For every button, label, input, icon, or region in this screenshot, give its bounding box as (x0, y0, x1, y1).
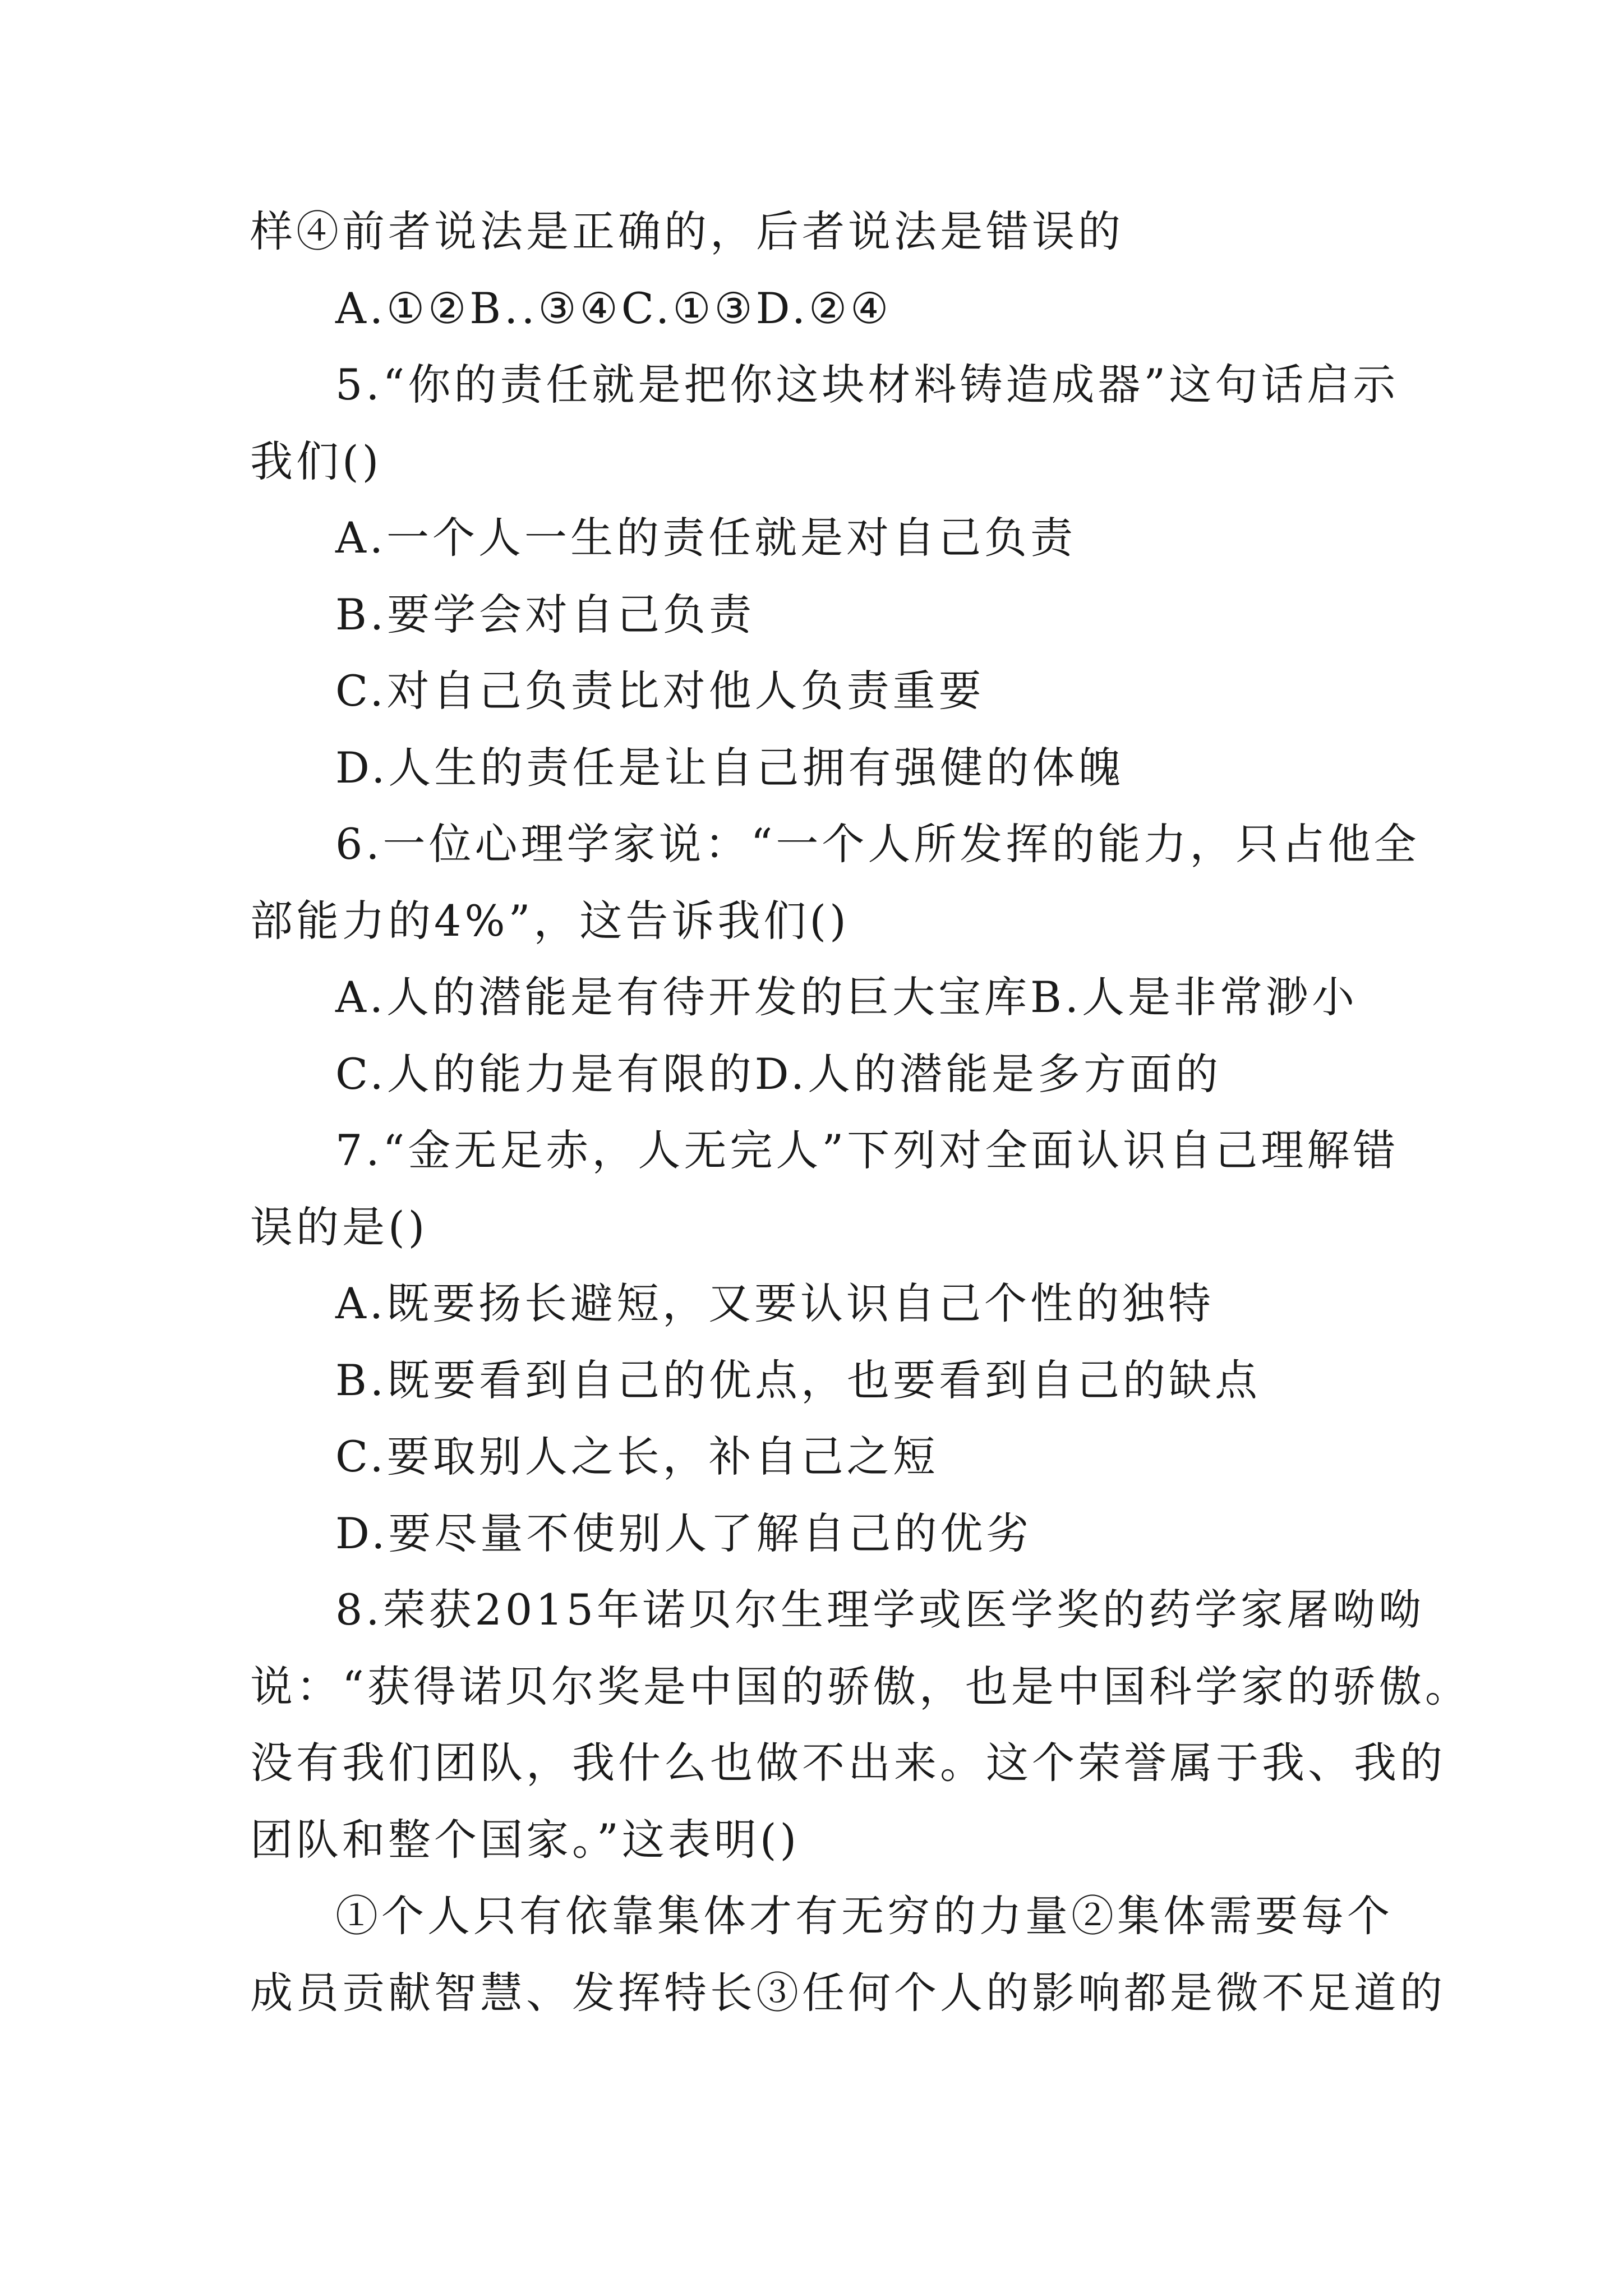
text-line: D.人生的责任是让自己拥有强健的体魄 (335, 742, 1124, 793)
text-line: D.要尽量不使别人了解自己的优劣 (335, 1508, 1032, 1558)
document-body (250, 194, 1471, 2031)
text-line: 部能力的4%”，这告诉我们() (250, 895, 850, 946)
text-line: C.要取别人之长，补自己之短 (335, 1432, 939, 1481)
text-line: 样④前者说法是正确的，后者说法是错误的 (250, 206, 1124, 256)
text-line: A.人的潜能是有待开发的巨大宝库B.人是非常渺小 (335, 972, 1358, 1022)
text-line: C.人的能力是有限的D.人的潜能是多方面的 (335, 1048, 1221, 1099)
text-line: 误的是() (250, 1202, 428, 1252)
text-line: A.①②B..③④C.①③D.②④ (335, 283, 892, 333)
text-line: 8.荣获2015年诺贝尔生理学或医学奖的药学家屠呦呦 (335, 1585, 1424, 1635)
text-line: A.既要扬长避短，又要认识自己个性的独特 (335, 1278, 1215, 1328)
text-line: B.要学会对自己负责 (335, 589, 755, 639)
text-line: ①个人只有依靠集体才有无穷的力量②集体需要每个 (335, 1891, 1393, 1941)
text-line: 说：“获得诺贝尔奖是中国的骄傲，也是中国科学家的骄傲。 (250, 1661, 1471, 1711)
text-line: 6.一位心理学家说：“一个人所发挥的能力，只占他全 (335, 819, 1420, 869)
text-line: C.对自己负责比对他人负责重要 (335, 666, 985, 716)
text-line: 没有我们团队，我什么也做不出来。这个荣誉属于我、我的 (250, 1738, 1446, 1788)
text-line: 我们() (250, 436, 382, 486)
text-line: 7.“金无足赤，人无完人”下列对全面认识自己理解错 (335, 1125, 1399, 1175)
text-line: A.一个人一生的责任就是对自己负责 (335, 513, 1077, 563)
text-line: 5.“你的责任就是把你这块材料铸造成器”这句话启示 (335, 360, 1399, 409)
text-line: 团队和整个国家。”这表明() (250, 1814, 800, 1865)
text-line: 成员贡献智慧、发挥特长③任何个人的影响都是微不足道的 (250, 1967, 1446, 2018)
text-line: B.既要看到自己的优点，也要看到自己的缺点 (335, 1355, 1261, 1405)
